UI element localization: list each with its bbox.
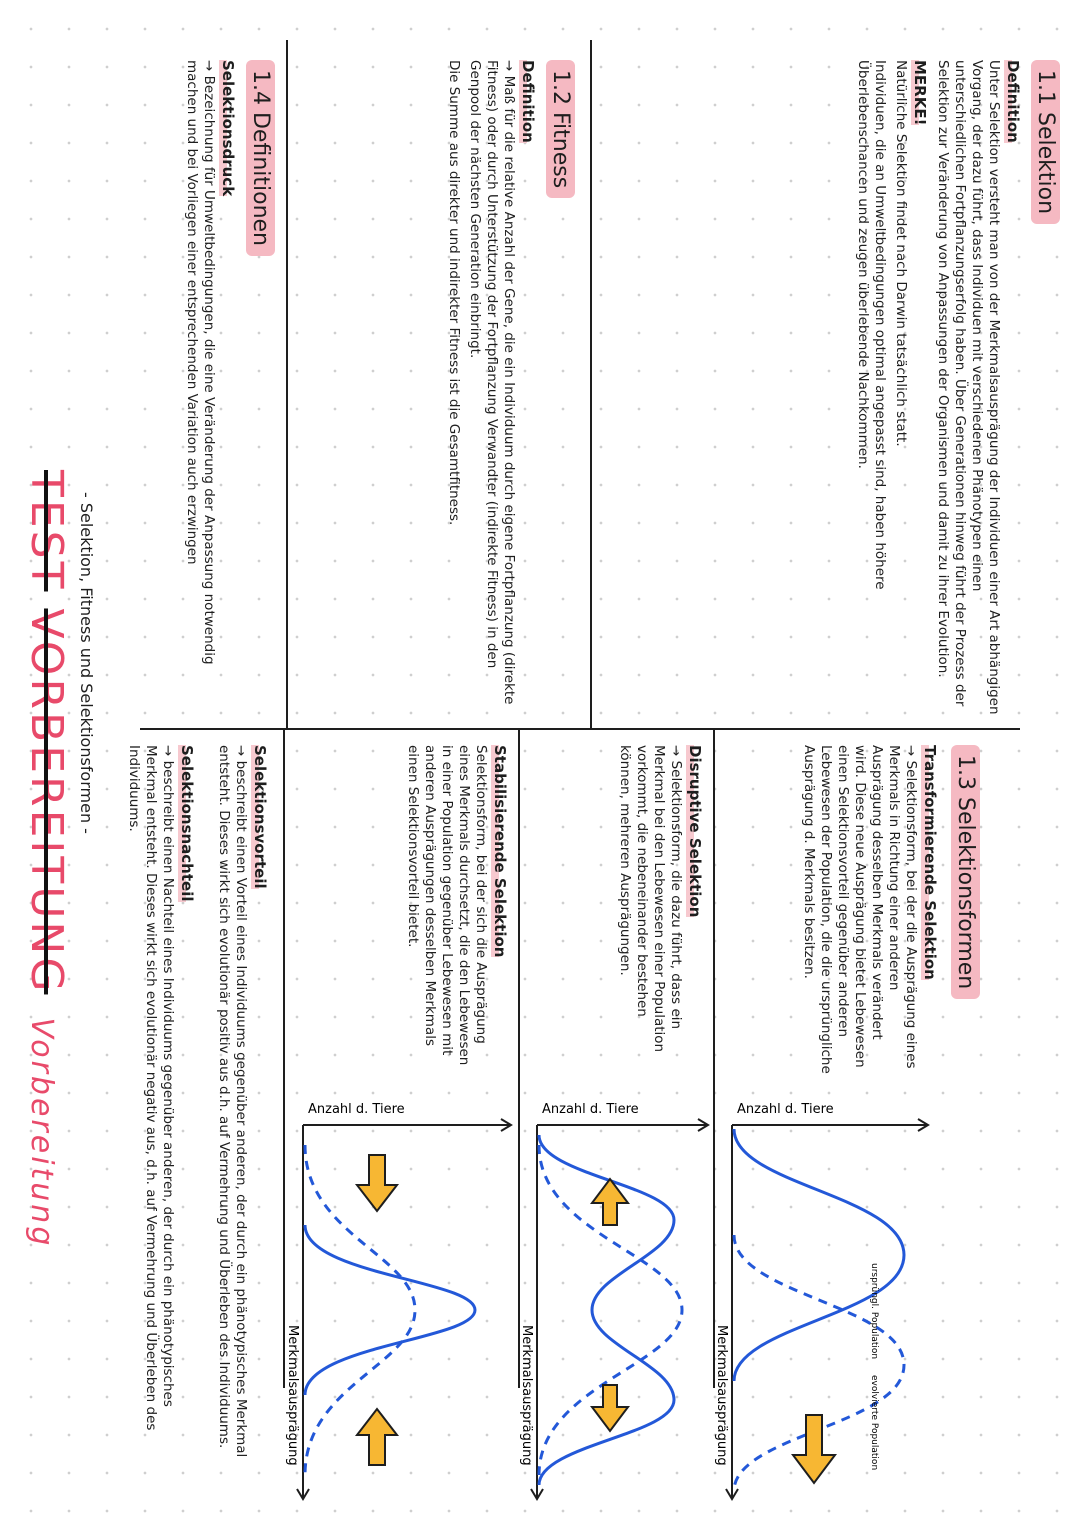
section-vorteil-nachteil [121,745,270,1465]
form-stabilisierend [400,745,510,1075]
heading-definitionen: 1.4 Definitionen [246,60,275,256]
divider-vertical [140,728,1020,730]
graph-stabilisierend [287,1085,515,1505]
section-selektionsformen [943,745,980,1065]
form-disruptiv [612,745,705,1075]
arrow-right [592,1385,628,1431]
curve-evolved [305,1225,475,1395]
label-selektionsvorteil: Selektionsvorteil [251,745,269,889]
selektionsvorteil-text: → beschreibt einen Vorteil eines Individuums gegenüber anderen, der durch ein phänotypisches Merkmal entsteht. Dieses wirkt sich evolutionär positiv aus d.h. auf Vermehrung und Überleben des Individuums. [216,745,249,1458]
selektionsnachteil-text: → beschreibt einen Nachteil eines Individuums gegenüber anderen, der durch ein phänotypisches Merkmal entsteht. Dieses wirkt sich evolutionär negativ aus, d.h. auf Vermehrung und Überleben des Individuums. [126,745,176,1431]
divider-left-mid [590,40,592,730]
divider-right-1 [713,728,715,1388]
selektionsdruck-text: → Bezeichnung für Umweltbedingungen, die eine Veränderung der Anpassung notwendig machen und bei Vorliegen einer entsprechenden Variation auch erzwingen [184,60,217,665]
section-definitionen [179,60,275,715]
label-fitness-definition: Definition [519,60,537,143]
divider-right-3 [283,728,285,1388]
arrow-left [357,1155,397,1211]
x-axis-label: Merkmalsausprägung [714,1325,729,1466]
title-struck: TEST [21,470,72,592]
x-axis-label: Merkmalsausprägung [285,1325,300,1466]
legend-original: ursprüngl. Population [869,1263,879,1360]
x-axis-label: Merkmalsausprägung [519,1325,534,1466]
label-selektionsdruck: Selektionsdruck [219,60,237,197]
stabilisierend-text: Selektionsform, bei der sich die Ausprägung eines Merkmals durchsetzt, die den Lebewesen in einer Population gegenüber Lebewesen mit anderen Ausprägungen desselben Merkmals einen Selektionsvorteil bietet. [405,745,489,1066]
transformierend-text: → Selektionsform, bei der die Ausprägung eines Merkmals in Richtung einer anderen Ausprägung desselben Merkmals verändert wird. Diese neue Ausprägung bietet Lebewesen einen Selektionsvorteil gegenüber anderen Lebewesen der Population, die die ursprüngliche Ausprägung d. Merkmals besitzen. [801,745,919,1074]
legend-evolved: evolvierte Population [869,1375,879,1471]
section-fitness [441,60,575,715]
merke-text-2: Individuen, die an Umweltbedingungen optimal angepasst sind, haben höhere Überlebenschancen und zeugen überlebende Nachkommen. [855,60,888,590]
graph-disruptiv [519,1085,712,1505]
heading-selektion: 1.1 Selektion [1031,60,1060,224]
label-disruptiv: Disruptive Selektion [686,745,704,918]
title-main: VORBEREITUNG [21,608,72,995]
section-selektion [850,60,1060,715]
y-axis-label: Anzahl d. Tiere [308,1102,405,1117]
fitness-sum-text: Die Summe aus direkter und indirekter Fitness ist die Gesamtfitness. [446,60,462,526]
label-stabilisierend: Stabilisierende Selektion [491,745,509,958]
y-axis-label: Anzahl d. Tiere [737,1102,834,1117]
heading-fitness: 1.2 Fitness [546,60,575,198]
form-transformierend [796,745,940,1075]
definition-text: Unter Selektion versteht man von der Merkmalsausprägung der Individuen einer Art abhängigen Vorgang, der dazu führt, dass Individuen mit verschiedenen Phänotypen einen unterschiedlichen Fortpflanzungserfolg haben. Über Generationen hinweg führt der Prozess der Selektion zur Veränderung von Anpassungen der Organismen und damit zu ihrer Evolution. [935,60,1002,715]
curve-original [305,1145,415,1475]
divider-left-bottom [286,40,288,730]
label-selektionsnachteil: Selektionsnachteil [178,745,196,902]
merke-text-1: Natürliche Selektion findet nach Darwin tatsächlich statt. [893,60,909,447]
label-transformierend: Transformierende Selektion [921,745,939,980]
page-title [21,470,72,1249]
divider-right-2 [518,728,520,1388]
arrow-right [357,1409,397,1465]
graph-transformierend [714,1085,932,1505]
y-axis-label: Anzahl d. Tiere [542,1102,639,1117]
label-merke: MERKE! [911,60,929,126]
heading-selektionsformen: 1.3 Selektionsformen [951,745,980,999]
label-definition: Definition [1004,60,1022,143]
fitness-definition-text: → Maß für die relative Anzahl der Gene, die ein Individuum durch eigene Fortpflanzung (direkte Fitness) oder durch Unterstützung der Fortpflanzung Verwandter (indirekte Fitness) in den Genpool der nächsten Generation einbringt. [467,60,517,705]
disruptiv-text: → Selektionsform, die dazu führt, dass ein Merkmal bei den Lebewesen einer Population vorkommt, die nebeneinander bestehen können, mehreren Ausprägungen. [617,745,684,1053]
page-subtitle: - Selektion, Fitness und Selektionsformen - [77,492,96,834]
title-correction: Vorbereitung [24,1017,59,1249]
